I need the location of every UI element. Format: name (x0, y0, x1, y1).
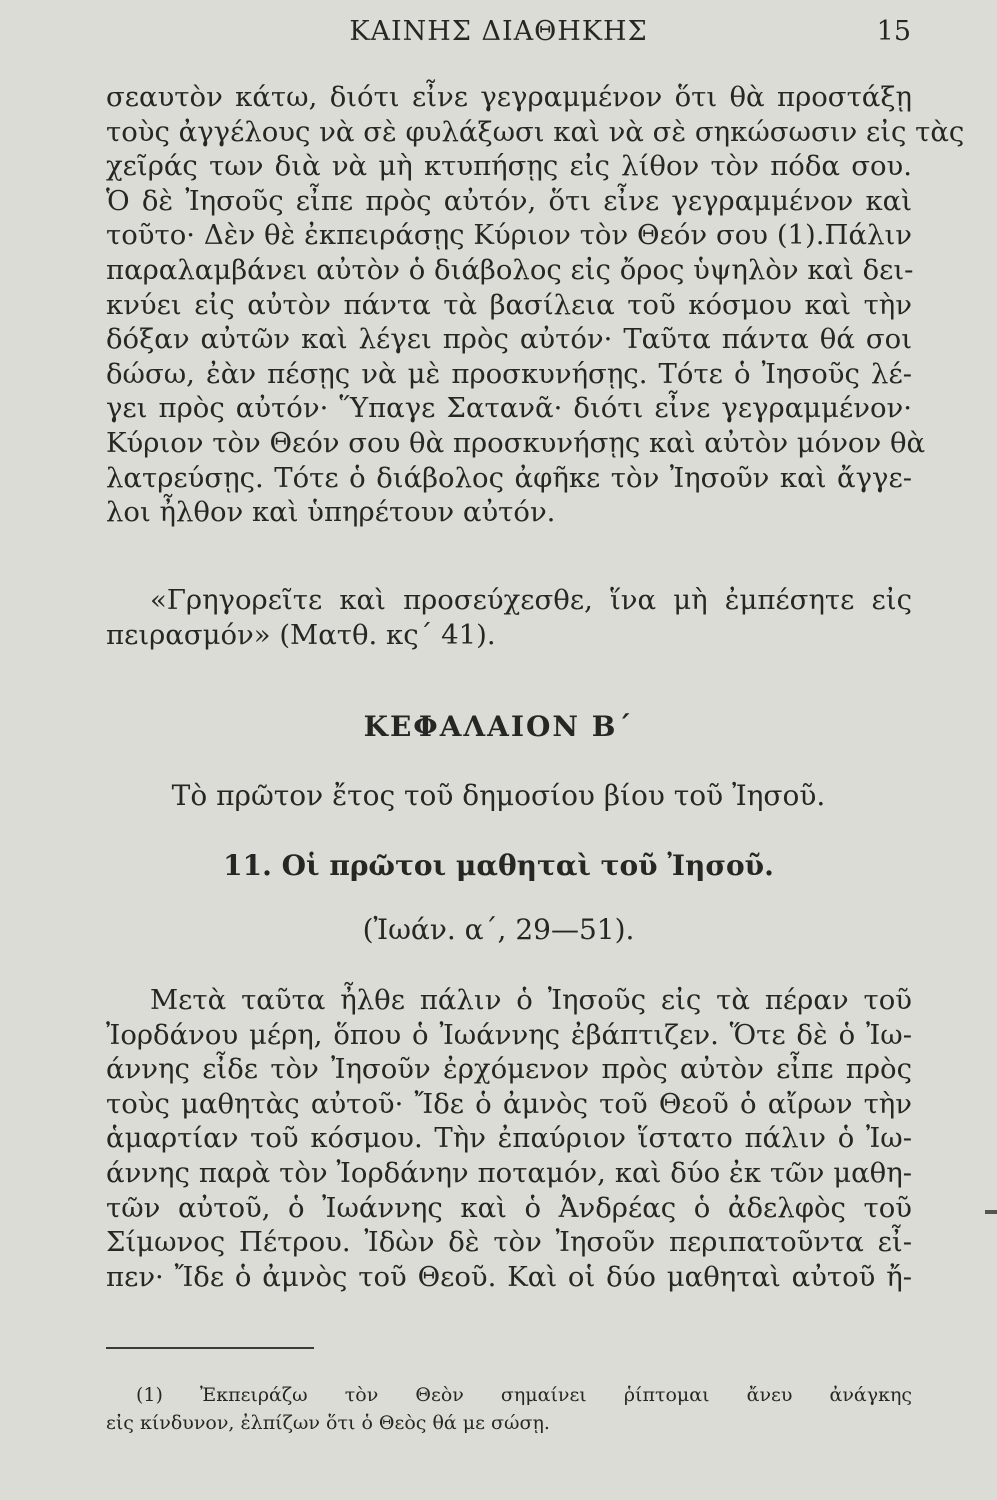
text-line: άννης παρὰ τὸν Ἰορδάνην ποταμόν, καὶ δύο ἐκ τῶν μαθη- (106, 1156, 912, 1189)
text-line: δώσω, ἐὰν πέσῃς νὰ μὲ προσκυνήσῃς. Τότε ὁ Ἰησοῦς λέ- (106, 357, 912, 390)
text-line: τοῦτο· Δὲν θὲ ἐκπειράσῃς Κύριον τὸν Θεόν σου (1).Πάλιν (106, 219, 912, 252)
text-line: Ὁ δὲ Ἰησοῦς εἶπε πρὸς αὐτόν, ὅτι εἶνε γεγραμμένον καὶ (106, 184, 912, 217)
footnote-divider (106, 1347, 314, 1349)
paragraph-temptation (106, 80, 965, 530)
text-line: δόξαν αὐτῶν καὶ λέγει πρὸς αὐτόν· Ταῦτα πάντα θά σοι (106, 323, 912, 356)
text-line: Ἰορδάνου μέρη, ὅπου ὁ Ἰωάννης ἐβάπτιζεν. Ὅτε δὲ ὁ Ἰω- (106, 1018, 912, 1051)
text-line: άννης εἶδε τὸν Ἰησοῦν ἐρχόμενον πρὸς αὐτὸν εἶπε πρὸς (106, 1053, 912, 1086)
text-line: ἁμαρτίαν τοῦ κόσμου. Τὴν ἐπαύριον ἵστατο πάλιν ὁ Ἰω- (106, 1122, 912, 1155)
text-line: τοὺς ἀγγέλους νὰ σὲ φυλάξωσι καὶ νὰ σὲ σηκώσωσιν εἰς τὰς (106, 115, 965, 148)
text-line: τῶν αὐτοῦ, ὁ Ἰωάννης καὶ ὁ Ἀνδρέας ὁ ἀδελφὸς τοῦ (106, 1191, 912, 1224)
chapter-heading: ΚΕΦΑΛΑΙΟΝ Β΄ (363, 710, 634, 743)
text-line: κνύει εἰς αὐτὸν πάντα τὰ βασίλεια τοῦ κόσμου καὶ τὴν (106, 288, 912, 321)
text-line: παραλαμβάνει αὐτὸν ὁ διάβολος εἰς ὄρος ὑψηλὸν καὶ δει- (106, 253, 914, 286)
edge-mark (985, 1210, 997, 1214)
footnote-line: εἰς κίνδυνον, ἐλπίζων ὅτι ὁ Θεὸς θά με σώσῃ. (106, 1412, 550, 1434)
text-line: λοι ἦλθον καὶ ὑπηρέτουν αὐτόν. (106, 496, 556, 529)
footnote (106, 1381, 912, 1437)
running-title: ΚΑΙΝΗΣ ΔΙΑΘΗΚΗΣ (349, 16, 648, 47)
text-line: πεν· Ἴδε ὁ ἀμνὸς τοῦ Θεοῦ. Καὶ οἱ δύο μαθηταὶ αὐτοῦ ἤ- (106, 1260, 912, 1293)
text-line: γει πρὸς αὐτόν· Ὕπαγε Σατανᾶ· διότι εἶνε γεγραμμένον· (106, 392, 912, 425)
text-line: Μετὰ ταῦτα ἦλθε πάλιν ὁ Ἰησοῦς εἰς τὰ πέραν τοῦ (150, 984, 912, 1016)
running-header (0, 14, 997, 54)
section-reference: (Ἰωάν. α΄, 29—51). (362, 913, 635, 946)
section-heading: 11. Οἱ πρῶτοι μαθηταὶ τοῦ Ἰησοῦ. (223, 849, 774, 882)
chapter-subtitle: Τὸ πρῶτον ἔτος τοῦ δημοσίου βίου τοῦ Ἰησοῦ. (171, 779, 826, 812)
text-line: Κύριον τὸν Θεόν σου θὰ προσκυνήσῃς καὶ αὐτὸν μόνον θὰ (106, 426, 926, 459)
text-line: Σίμωνος Πέτρου. Ἰδὼν δὲ τὸν Ἰησοῦν περιπατοῦντα εἶ- (106, 1226, 912, 1259)
text-line: χεῖράς των διὰ νὰ μὴ κτυπήσῃς εἰς λίθον τὸν πόδα σου. (106, 150, 912, 183)
text-line: «Γρηγορεῖτε καὶ προσεύχεσθε, ἵνα μὴ ἐμπέσητε εἰς (150, 584, 912, 616)
text-line: λατρεύσῃς. Τότε ὁ διάβολος ἀφῆκε τὸν Ἰησοῦν καὶ ἄγγε- (106, 461, 912, 494)
text-line: τοὺς μαθητὰς αὐτοῦ· Ἴδε ὁ ἀμνὸς τοῦ Θεοῦ ὁ αἴρων τὴν (106, 1087, 912, 1120)
paragraph-quote (106, 583, 912, 652)
text-line: πειρασμόν» (Ματθ. κς΄ 41). (106, 618, 496, 651)
text-line: σεαυτὸν κάτω, διότι εἶνε γεγραμμένον ὅτι θὰ προστάξῃ (106, 81, 912, 113)
footnote-line: (1) Ἐκπειράζω τὸν Θεὸν σημαίνει ῥίπτομαι ἄνευ ἀνάγκης (136, 1384, 912, 1406)
paragraph-first-disciples (106, 983, 912, 1294)
page-number: 15 (876, 16, 911, 47)
